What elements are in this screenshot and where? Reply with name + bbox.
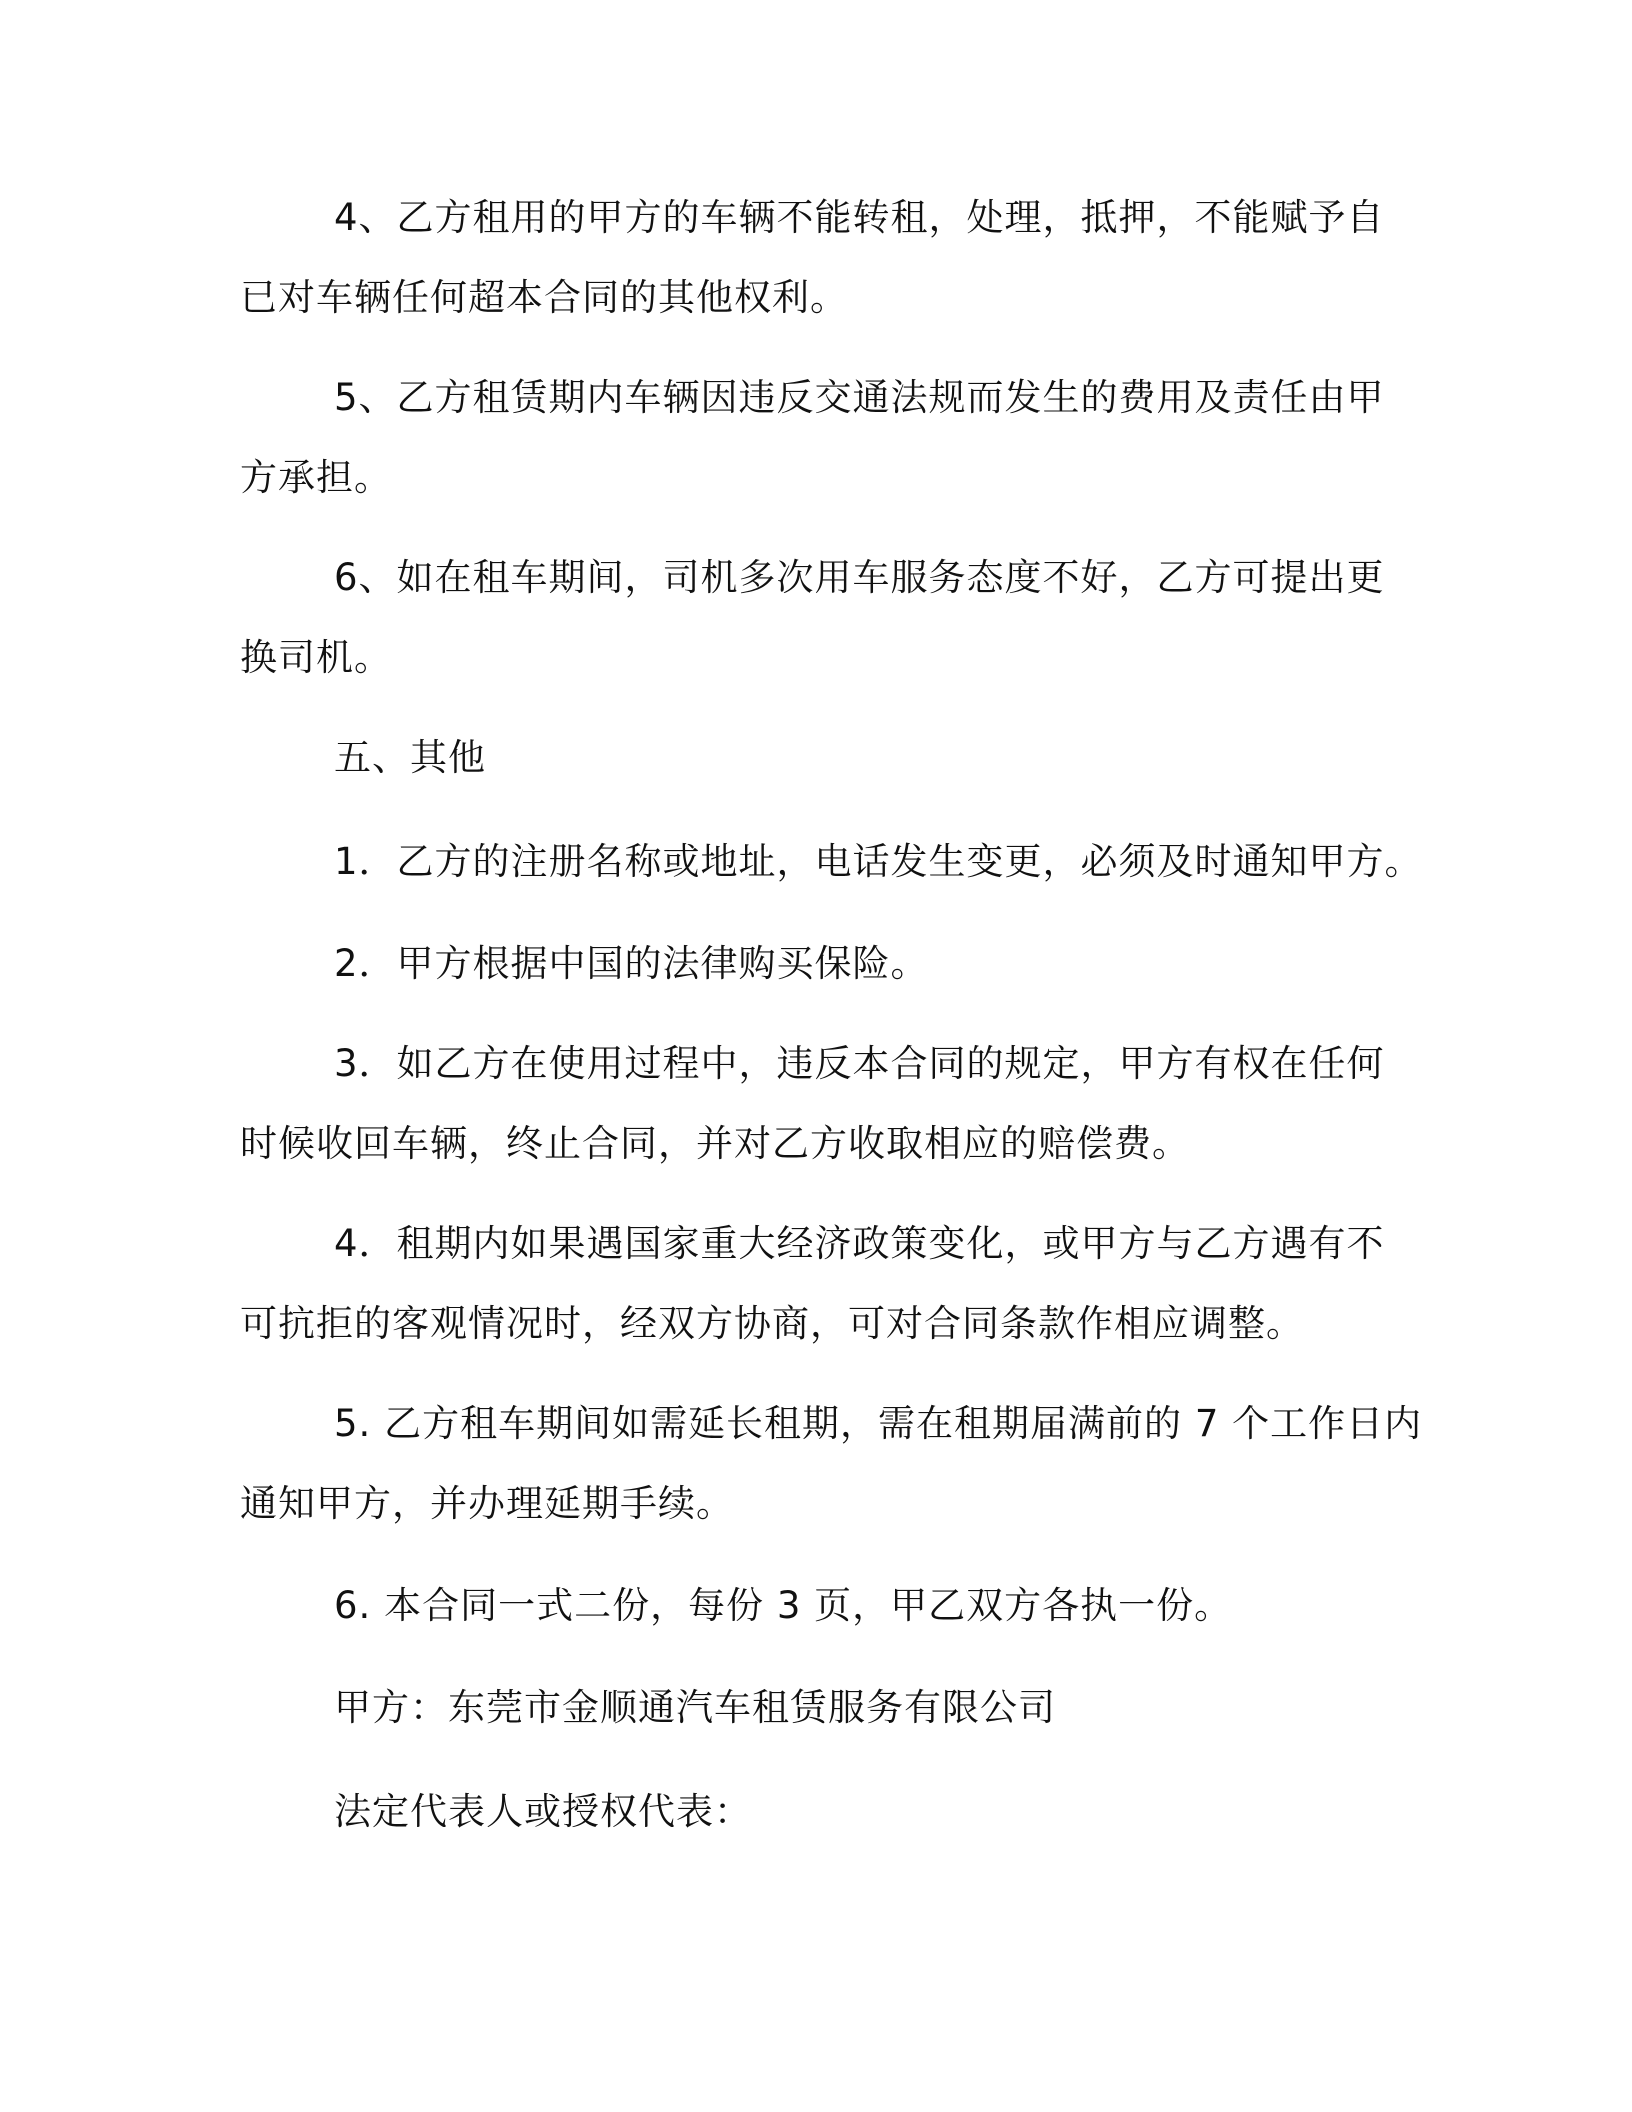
- paragraph-line: 6、如在租车期间，司机多次用车服务态度不好，乙方可提出更: [334, 556, 1385, 599]
- other-item-5: [240, 1384, 1423, 1544]
- paragraph-line: 甲方：东莞市金顺通汽车租赁服务有限公司: [334, 1686, 1056, 1729]
- section-heading: 五、其他: [334, 736, 486, 779]
- paragraph-line: 6. 本合同一式二份，每份 3 页，甲乙双方各执一份。: [334, 1584, 1233, 1627]
- paragraph-line: 1．乙方的注册名称或地址，电话发生变更，必须及时通知甲方。: [334, 840, 1423, 883]
- other-item-6: [240, 1566, 1390, 1646]
- other-item-3: [240, 1024, 1390, 1184]
- paragraph-line: 2．甲方根据中国的法律购买保险。: [334, 942, 929, 985]
- clause-6-driver-replacement: [240, 538, 1390, 698]
- paragraph-line: 已对车辆任何超本合同的其他权利。: [240, 276, 848, 319]
- clause-5-traffic-violations: [240, 358, 1390, 518]
- paragraph-line: 通知甲方，并办理延期手续。: [240, 1482, 734, 1525]
- other-item-2: [240, 924, 1390, 1004]
- paragraph-line: 5. 乙方租车期间如需延长租期，需在租期届满前的 7 个工作日内: [334, 1402, 1423, 1445]
- section-heading-other: [240, 718, 1390, 798]
- paragraph-line: 4、乙方租用的甲方的车辆不能转租，处理，抵押，不能赋予自: [334, 196, 1385, 239]
- paragraph-line: 方承担。: [240, 456, 392, 499]
- paragraph-line: 可抗拒的客观情况时，经双方协商，可对合同条款作相应调整。: [240, 1302, 1304, 1345]
- paragraph-line: 5、乙方租赁期内车辆因违反交通法规而发生的费用及责任由甲: [334, 376, 1385, 419]
- other-item-4: [240, 1204, 1390, 1364]
- party-a-name: [240, 1668, 1390, 1748]
- paragraph-line: 4．租期内如果遇国家重大经济政策变化，或甲方与乙方遇有不: [334, 1222, 1385, 1265]
- legal-representative-line: [240, 1772, 1390, 1852]
- paragraph-line: 换司机。: [240, 636, 392, 679]
- paragraph-line: 法定代表人或授权代表：: [334, 1790, 752, 1833]
- paragraph-line: 3．如乙方在使用过程中，违反本合同的规定，甲方有权在任何: [334, 1042, 1385, 1085]
- paragraph-line: 时候收回车辆，终止合同，并对乙方收取相应的赔偿费。: [240, 1122, 1190, 1165]
- other-item-1: [240, 822, 1423, 902]
- clause-4-no-sublease: [240, 178, 1390, 338]
